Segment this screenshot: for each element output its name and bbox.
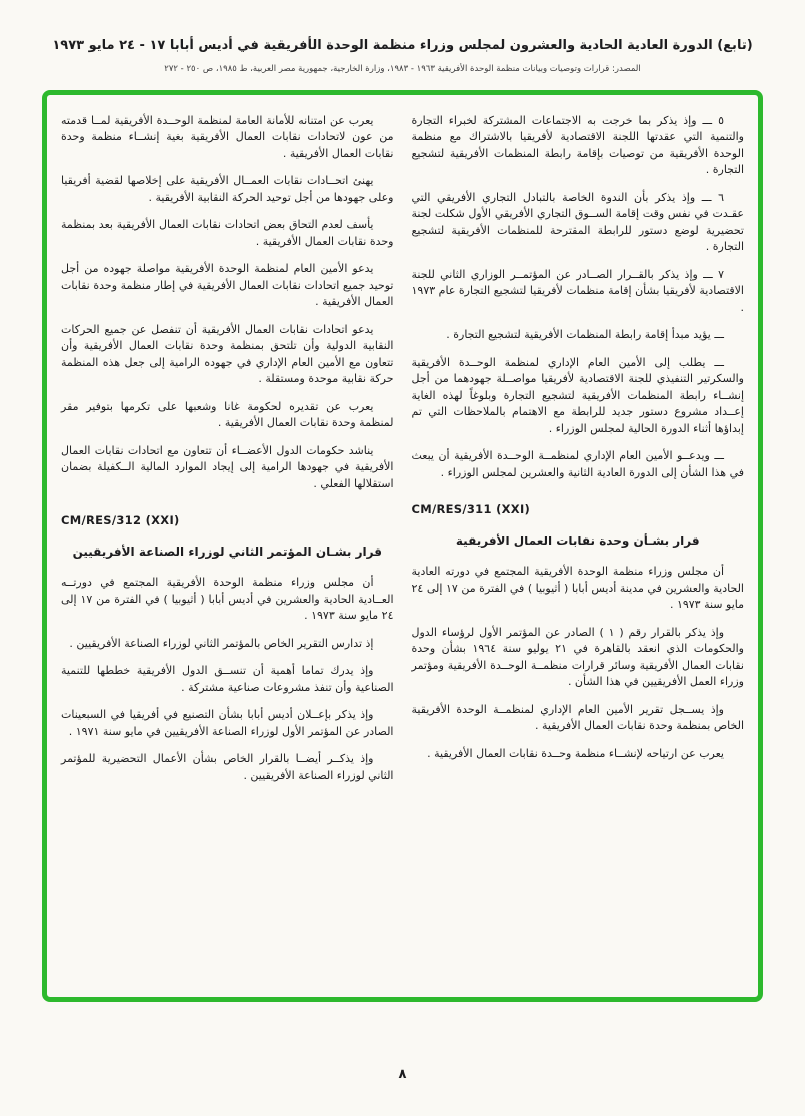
paragraph: يأسف لعدم التحاق بعض اتحادات نقابات العمال الأفريقية بعد بمنظمة وحدة نقابات العمال الأفريقية . <box>61 218 394 248</box>
paragraph: وإذ يدرك تماما أهمية أن تنســق الدول الأفريقية خططها للتنمية الصناعية وأن تنفذ مشروعات صناعية مشتركة . <box>61 664 394 694</box>
paragraph: أن مجلس وزراء منظمة الوحدة الأفريقية المجتمع في دورتــه العــادية الحادية والعشرين في أديس أبابا ( أثيوبيا ) في الفترة من ١٧ إلى ٢٤ مايو سنة ١٩٧٣ . <box>61 576 394 623</box>
paragraph: يعرب عن ارتياحه لإنشــاء منظمة وحــدة نقابات العمال الأفريقية . <box>427 746 724 760</box>
paragraph: وإذ يســجل تقرير الأمين العام الإداري لمنظمــة الوحدة الأفريقية الخاص بمنظمة وحدة نقابات العمال الأفريقية . <box>411 702 744 733</box>
paragraph: ـــ ويدعــو الأمين العام الإداري لمنظمــة الوحــدة الأفريقية أن يبعث في هذا الشأن إلى الدورة العادية الثانية والعشرين لمجلس الوزراء . <box>411 449 744 479</box>
paragraph: يهنئ اتحــادات نقابات العمــال الأفريقية على إخلاصها لقضية أفريقيا وعلى جهودها من أجل توحيد الحركة النقابية الأفريقية . <box>61 174 394 204</box>
document-header <box>0 0 805 74</box>
two-column-layout <box>61 113 744 796</box>
paragraph: يدعو الأمين العام لمنظمة الوحدة الأفريقية مواصلة جهوده من أجل توحيد جميع اتحادات نقابات العمال الأفريقية في إطار منظمة وحدة نقابات العمال الأفريقية . <box>61 262 394 308</box>
paragraph: وإذ يذكر بإعــلان أديس أبابا بشأن التصنيع في أفريقيا في السبعينات الصادر عن المؤتمر الأول لوزراء الصناعة الأفريقيين في مايو سنة ١٩٧١ . <box>61 708 394 738</box>
paragraph: ـــ يطلب إلى الأمين العام الإداري لمنظمة الوحــدة الأفريقية والسكرتير التنفيذي للجنة الاقتصادية لأفريقيا مواصــلة جهودهما من أجل إنشــاء رابطة المنظمات الأفريقية لتشجيع التجارة وبلوغاً لهذه الغاية إعــداد مشروع دستور جديد للرابطة مع الاهتمام بالملاحظات التي تم إبداؤها أثناء الدورة الحالية لمجلس الوزراء . <box>411 355 744 435</box>
paragraph: وإذ يذكــر أيضــا بالقرار الخاص بشأن الأعمال التحضيرية للمؤتمر الثاني لوزراء الصناعة الأفريقيين . <box>61 752 394 782</box>
paragraph: يدعو اتحادات نقابات العمال الأفريقية أن تنفصل عن جميع الحركات النقابية الدولية وأن تلتحق بمنظمة وحدة نقابات العمال الأفريقية وأن تتعاون مع الأمين العام الإداري في جهوده الرامية إلى جعل هذه المنظمة حركة نقابية موحدة ومستقلة . <box>61 322 394 385</box>
resolution-code: CM/RES/312 (XXI) <box>61 513 180 527</box>
paragraph: ٧ ـــ وإذ يذكر بالقــرار الصــادر عن المؤتمــر الوزاري الثاني للجنة الاقتصادية لأفريقيا بشأن إقامة منظمات لأفريقيا لتشجيع التجارة عام ١٩٧٣ . <box>411 267 744 314</box>
paragraph: ـــ يؤيد مبدأ إقامة رابطة المنظمات الأفريقية لتشجيع التجارة . <box>446 328 724 341</box>
paragraph: يناشد حكومات الدول الأعضــاء أن تتعاون مع اتحادات نقابات العمال الأفريقية في جهودها الرامية إلى إيجاد الموارد المالية الــكفيلة بضمان استقلالها الفعلي . <box>61 443 394 490</box>
paragraph: ٥ ـــ وإذ يذكر بما خرجت به الاجتماعات المشتركة لخبراء التجارة والتنمية التي عقدتها اللجنة الاقتصادية لأفريقيا بالاشتراك مع منظمة الوحدة الأفريقية من توصيات بإقامة رابطة المنظمات الأفريقية لتشجيع التجارة . <box>411 113 744 176</box>
paragraph: يعرب عن امتنانه للأمانة العامة لمنظمة الوحــدة الأفريقية لمــا قدمته من عون لاتحادات نقابات العمال الأفريقية بغية إنشــاء منظمة وحدة نقابات العمال الأفريقية . <box>61 113 394 160</box>
resolution-title: قرار بشـأن وحدة نقابات العمال الأفريقية <box>455 534 700 549</box>
paragraph: إذ تدارس التقرير الخاص بالمؤتمر الثاني لوزراء الصناعة الأفريقيين . <box>69 636 374 650</box>
resolution-title: قرار بشـان المؤتمر الثاني لوزراء الصناعة الأفريقيين <box>72 545 382 560</box>
content-border-box <box>42 90 763 1002</box>
resolution-code: CM/RES/311 (XXI) <box>411 502 531 516</box>
paragraph: ٦ ـــ وإذ يذكر بأن الندوة الخاصة بالتبادل التجاري الأفريقي التي عقـدت في نفس وقت إقامة الســوق التجاري الأفريقي الأول شكلت لجنة تحضيرية لوضع دستور للرابطة المقترحة للمنظمات الأفريقية لتشجيع التجارة . <box>411 190 744 253</box>
document-title: (تابع) الدورة العادية الحادية والعشرون لمجلس وزراء منظمة الوحدة الأفريقية في أديس أبابا ١٧ - ٢٤ مايو ١٩٧٣ <box>52 38 753 53</box>
column-left <box>61 113 394 796</box>
paragraph: يعرب عن تقديره لحكومة غانا وشعبها على تكرمها بتوفير مقر لمنظمة وحدة نقابات العمال الأفريقية . <box>61 399 394 429</box>
paragraph: أن مجلس وزراء منظمة الوحدة الأفريقية المجتمع في دورته العادية الحادية والعشرين في مدينة أديس أبابا ( أثيوبيا ) في الفترة من ١٧ إلى ٢٤ مايو سنة ١٩٧٣ . <box>411 565 744 612</box>
page-number: ٨ <box>398 1067 407 1082</box>
source-citation: المصدر: قرارات وتوصيات وبيانات منظمة الوحدة الأفريقية ١٩٦٣ - ١٩٨٣، وزارة الخارجية، جمهورية مصر العربية، ط ١٩٨٥، ص ٢٥٠ - ٢٧٢ <box>164 63 641 74</box>
column-right <box>412 113 745 774</box>
paragraph: وإذ يذكر بالقرار رقم ( ١ ) الصادر عن المؤتمر الأول لرؤساء الدول والحكومات الذي انعقد بالقاهرة في ٢١ يوليو سنة ١٩٦٤ بشأن وحدة نقابات العمال الأفريقية وسائر قرارات منظمــة الوحــدة الأفريقية ومؤتمر وزراء العمل الأفريقيين في هذا الشأن . <box>411 625 744 689</box>
